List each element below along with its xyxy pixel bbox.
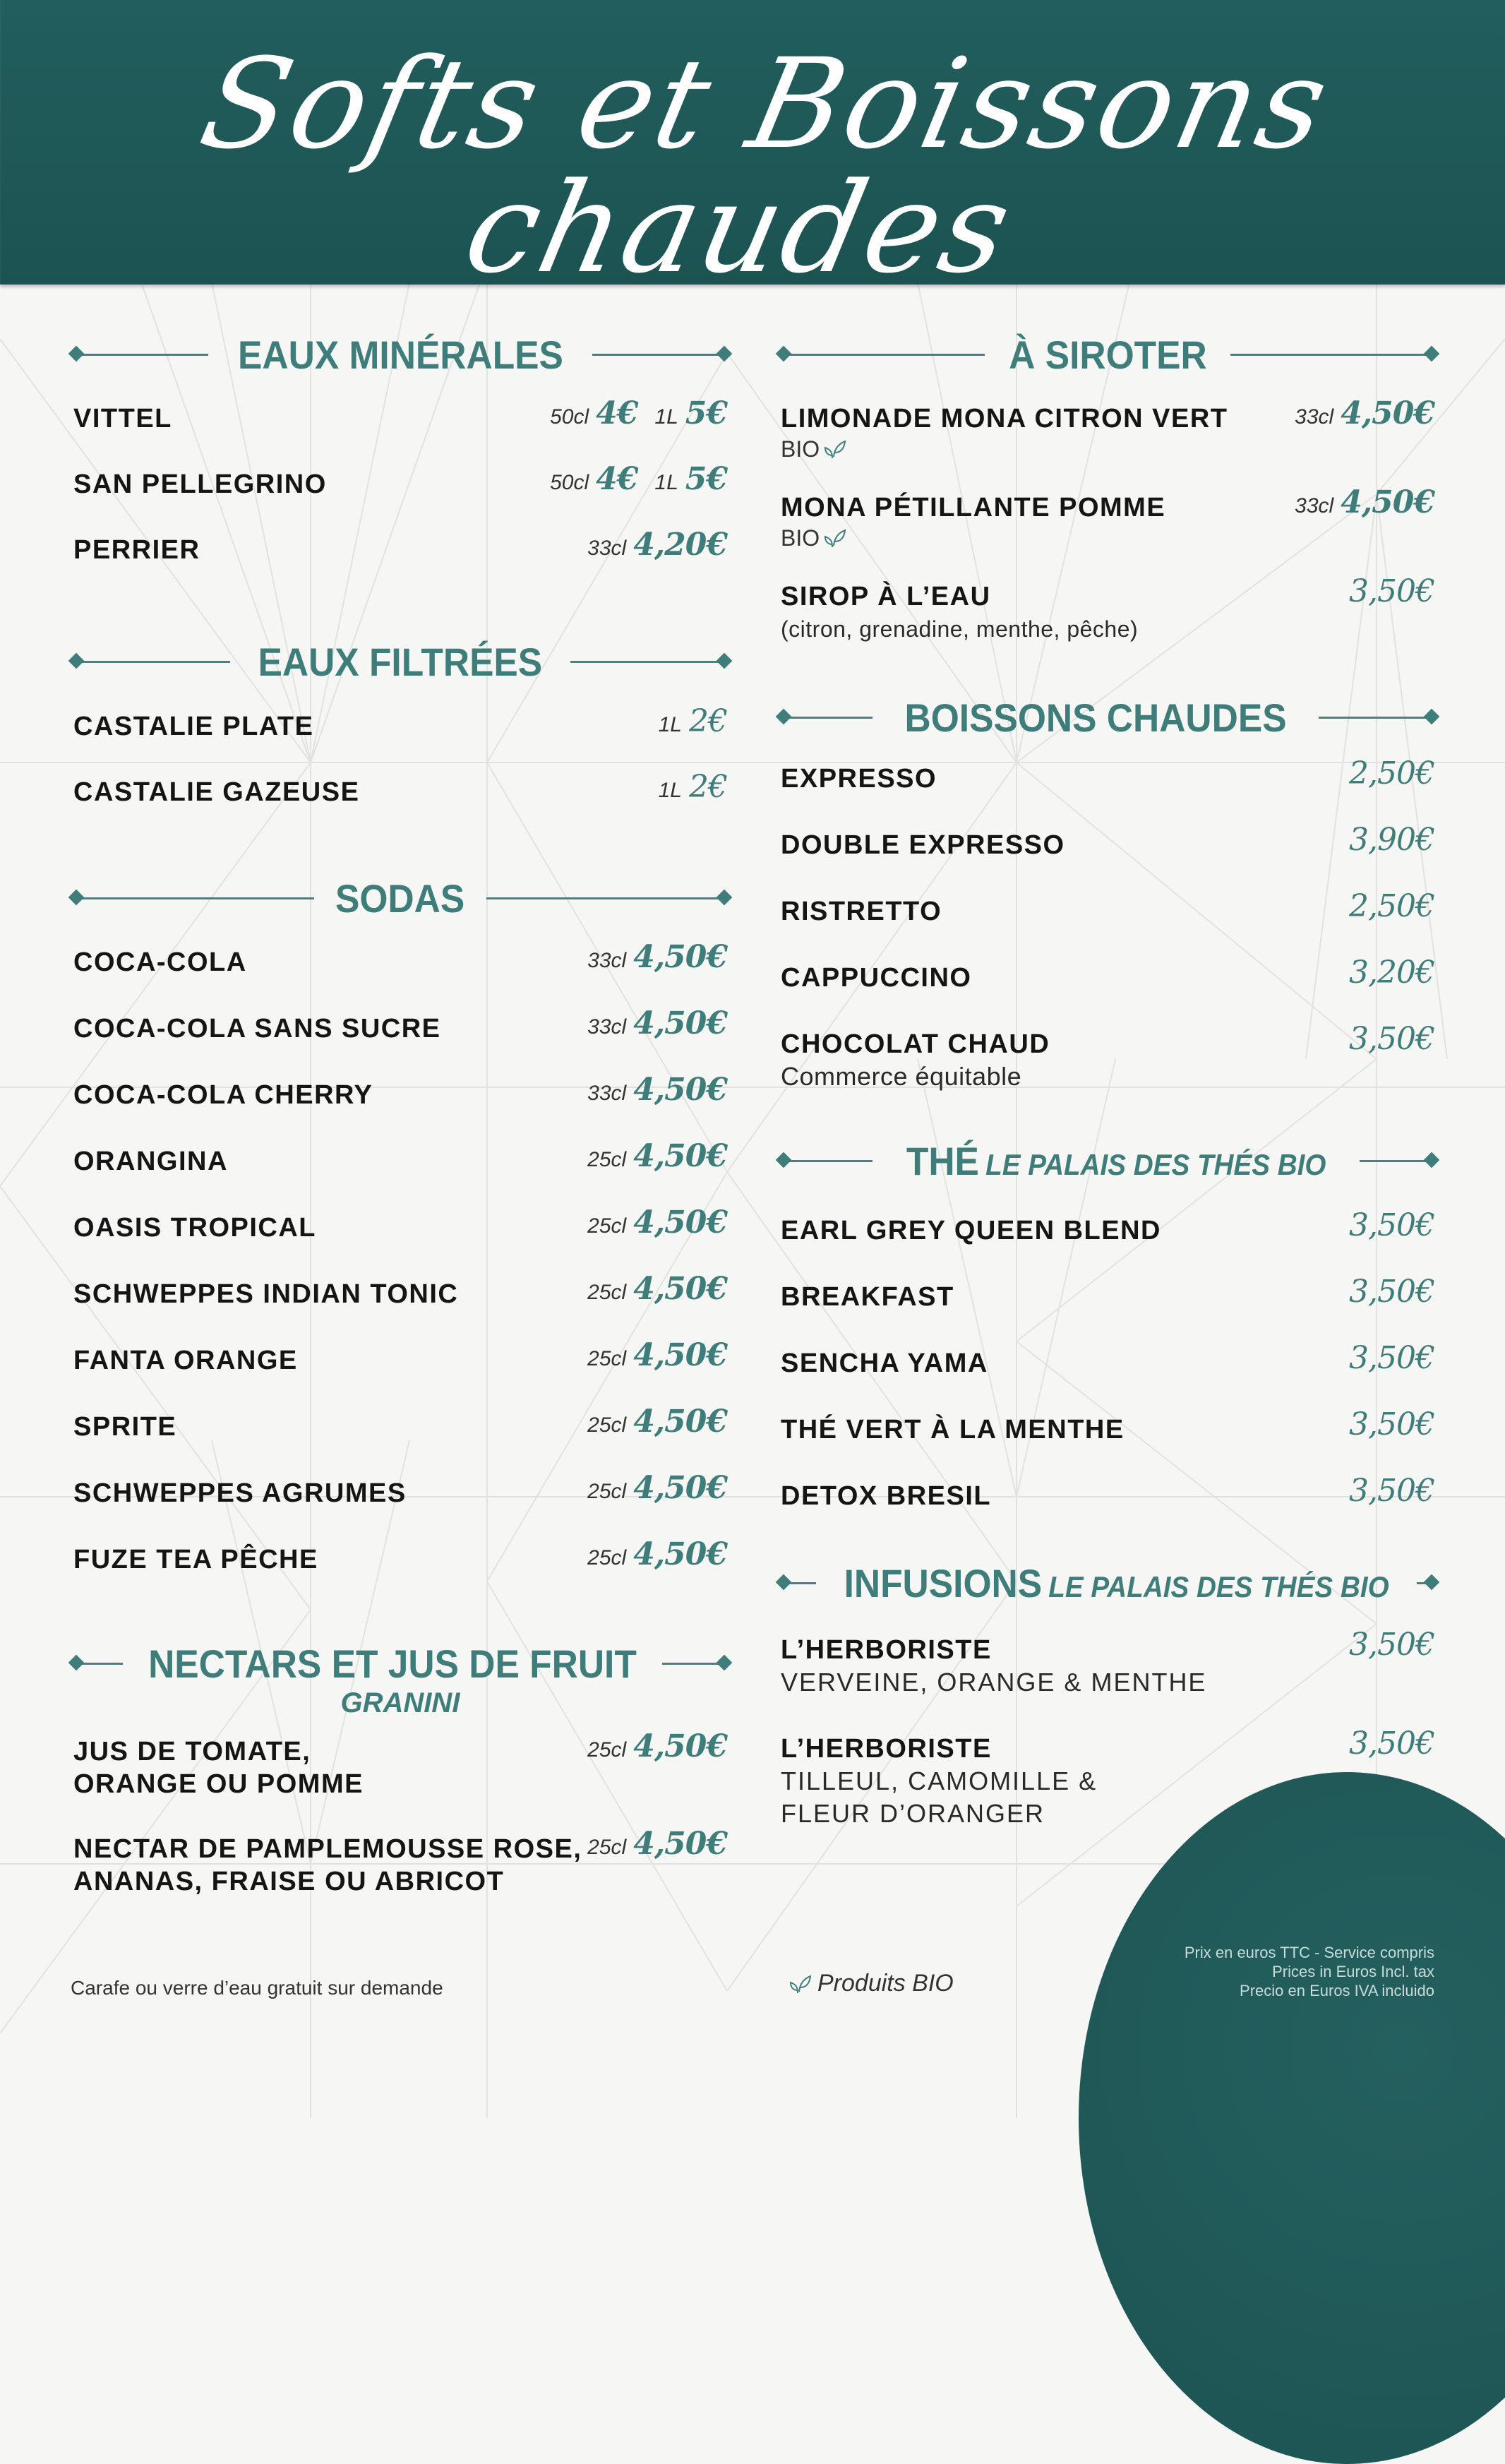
item-price	[587, 1337, 727, 1373]
menu-item-hot-drink	[781, 822, 1434, 861]
item-size: 25cl	[587, 1281, 627, 1304]
item-amount: 3,50€	[1349, 1406, 1434, 1442]
item-name: SAN PELLEGRINO	[73, 470, 327, 499]
divider-right	[1319, 717, 1434, 719]
item-price	[587, 1005, 727, 1041]
item-price	[659, 769, 727, 805]
menu-item-hot-drink	[781, 955, 1434, 994]
item-size: 25cl	[587, 1546, 627, 1569]
item-name: SCHWEPPES AGRUMES	[73, 1478, 407, 1508]
menu-item-soda	[73, 1072, 727, 1111]
item-size: 1L	[658, 779, 682, 802]
section-title-sub: LE PALAIS DES THÉS BIO	[985, 1148, 1326, 1181]
section-title	[892, 1138, 1341, 1184]
item-name: CASTALIE GAZEUSE	[73, 777, 360, 807]
item-name: FUZE TEA PÊCHE	[73, 1545, 318, 1574]
item-amount: 4,20€	[633, 527, 727, 563]
item-amount: 4,50€	[633, 1337, 727, 1373]
menu-item-soda	[73, 1271, 727, 1310]
menu-item-soda	[73, 1536, 727, 1576]
item-price	[1349, 1340, 1434, 1376]
menu-item-san-pellegrino	[73, 461, 727, 501]
item-price	[1349, 755, 1434, 791]
item-price	[1349, 1207, 1434, 1243]
menu-item-mona-pomme	[781, 484, 1434, 552]
menu-item-sirop	[781, 573, 1434, 645]
header-banner	[0, 0, 1505, 301]
item-name: FANTA ORANGE	[73, 1346, 298, 1375]
item-name: THÉ VERT À LA MENTHE	[781, 1415, 1125, 1445]
menu-item-tea	[781, 1473, 1434, 1512]
item-size: 1L	[654, 405, 678, 429]
item-size: 25cl	[587, 1836, 627, 1859]
item-price	[587, 939, 727, 975]
item-price	[587, 1404, 727, 1440]
menu-item-tea	[781, 1340, 1434, 1380]
item-amount: 5€	[685, 395, 727, 431]
item-amount: 2€	[689, 703, 727, 739]
divider-right	[1230, 354, 1434, 356]
item-price	[1349, 888, 1434, 924]
item-amount: 4,50€	[1341, 484, 1434, 520]
item-price	[587, 1536, 727, 1572]
divider-left	[781, 354, 985, 356]
section-title: EAUX MINÉRALES	[237, 333, 563, 377]
divider-right	[570, 661, 727, 663]
item-price	[1349, 822, 1434, 858]
item-amount: 4,50€	[633, 1826, 727, 1862]
menu-item-tea	[781, 1274, 1434, 1313]
item-name: VITTEL	[73, 404, 172, 433]
item-name: DOUBLE EXPRESSO	[781, 830, 1065, 860]
menu-item-tea	[781, 1207, 1434, 1247]
item-amount: 4€	[596, 461, 638, 497]
item-name: ORANGINA	[73, 1147, 228, 1176]
item-amount: 3,50€	[1349, 1473, 1434, 1509]
divider-left	[73, 1663, 123, 1665]
item-name: MONA PÉTILLANTE POMME	[781, 493, 1166, 522]
section-header-boissons-chaudes	[781, 695, 1434, 741]
item-amount: 5€	[685, 461, 727, 497]
menu-item-soda	[73, 1337, 727, 1377]
menu-item-perrier	[73, 527, 727, 566]
menu-item-infusion	[781, 1726, 1434, 1830]
divider-left	[73, 661, 230, 663]
bio-label: BIO	[781, 525, 820, 551]
bio-tag	[781, 435, 846, 463]
item-price	[1295, 484, 1434, 520]
menu-item-vittel	[73, 395, 727, 435]
item-amount: 3,50€	[1349, 1274, 1434, 1310]
item-name: NECTAR DE PAMPLEMOUSSE ROSE,	[73, 1834, 582, 1864]
price-legal-notice	[1185, 1943, 1434, 2000]
item-amount: 2€	[689, 769, 727, 805]
item-amount: 3,50€	[1349, 1627, 1434, 1663]
item-name: L’HERBORISTE	[781, 1734, 992, 1764]
item-amount: 2,50€	[1349, 755, 1434, 791]
item-description: VERVEINE, ORANGE & MENTHE	[781, 1668, 1207, 1697]
item-size: 25cl	[587, 1148, 627, 1171]
menu-item-hot-drink	[781, 755, 1434, 795]
item-name: COCA-COLA	[73, 947, 247, 977]
leaf-icon	[788, 1973, 812, 1994]
item-description: Commerce équitable	[781, 1062, 1022, 1091]
menu-item-castalie-plate	[73, 703, 727, 743]
item-name: CAPPUCCINO	[781, 963, 972, 993]
menu-item-soda	[73, 939, 727, 979]
item-description: (citron, grenadine, menthe, pêche)	[781, 616, 1139, 642]
item-size: 25cl	[587, 1347, 627, 1370]
item-amount: 4,50€	[633, 1728, 727, 1764]
item-price	[550, 461, 727, 497]
section-subtitle: GRANINI	[340, 1687, 460, 1718]
divider-left	[781, 717, 873, 719]
section-header-nectars	[73, 1641, 727, 1687]
item-amount: 4,50€	[633, 1204, 727, 1240]
divider-left	[781, 1160, 873, 1162]
menu-item-hot-drink	[781, 1021, 1434, 1093]
leaf-icon	[822, 527, 846, 549]
section-header-a-siroter	[781, 332, 1434, 378]
divider-left	[781, 1582, 816, 1584]
legal-line-es: Precio en Euros IVA incluido	[1240, 1982, 1434, 1999]
item-price	[587, 527, 727, 563]
item-size: 33cl	[587, 1015, 627, 1039]
item-size: 50cl	[550, 405, 589, 429]
bio-label: BIO	[781, 436, 820, 462]
item-amount: 4€	[596, 395, 638, 431]
bio-legend	[788, 1970, 954, 1997]
section-title: À SIROTER	[1008, 333, 1207, 377]
item-amount: 4,50€	[1341, 395, 1434, 431]
item-size: 25cl	[587, 1413, 627, 1437]
menu-item-jus	[73, 1728, 727, 1800]
item-price	[1349, 573, 1434, 609]
item-amount: 4,50€	[633, 1072, 727, 1108]
item-amount: 4,50€	[633, 1536, 727, 1572]
item-amount: 3,50€	[1349, 1726, 1434, 1762]
divider-left	[73, 897, 314, 899]
item-price	[1349, 1021, 1434, 1057]
item-size: 25cl	[587, 1480, 627, 1503]
section-header-infusions	[781, 1560, 1434, 1606]
item-name: OASIS TROPICAL	[73, 1213, 317, 1243]
section-header-sodas	[73, 875, 727, 921]
item-amount: 4,50€	[633, 939, 727, 975]
item-name: JUS DE TOMATE,	[73, 1737, 311, 1766]
divider-right	[1360, 1160, 1434, 1162]
divider-left	[73, 354, 208, 356]
divider-right	[662, 1663, 727, 1665]
item-name: EARL GREY QUEEN BLEND	[781, 1216, 1161, 1245]
item-price	[1349, 1406, 1434, 1442]
item-name: SPRITE	[73, 1412, 177, 1442]
menu-item-soda	[73, 1470, 727, 1509]
item-name: COCA-COLA SANS SUCRE	[73, 1014, 441, 1043]
item-amount: 4,50€	[633, 1138, 727, 1174]
section-title-main: THÉ	[906, 1139, 979, 1183]
section-title: EAUX FILTRÉES	[258, 640, 543, 684]
item-name-line2: ANANAS, FRAISE OU ABRICOT	[73, 1867, 505, 1896]
divider-right	[486, 897, 727, 899]
item-name: EXPRESSO	[781, 764, 937, 794]
item-name: DETOX BRESIL	[781, 1481, 992, 1511]
bio-legend-label: Produits BIO	[817, 1970, 954, 1997]
section-title: NECTARS ET JUS DE FRUIT	[148, 1641, 637, 1686]
section-title-sub: LE PALAIS DES THÉS BIO	[1048, 1570, 1389, 1603]
item-amount: 3,50€	[1349, 573, 1434, 609]
item-size: 25cl	[587, 1214, 627, 1238]
item-price	[1349, 1726, 1434, 1762]
item-price	[587, 1072, 727, 1108]
item-price	[1349, 955, 1434, 991]
item-size: 33cl	[587, 537, 627, 560]
item-amount: 3,50€	[1349, 1021, 1434, 1057]
item-price	[1295, 395, 1434, 431]
menu-item-soda	[73, 1204, 727, 1244]
leaf-icon	[822, 438, 846, 460]
item-price	[1349, 1627, 1434, 1663]
item-name: CASTALIE PLATE	[73, 712, 314, 741]
item-name: RISTRETTO	[781, 897, 942, 926]
menu-item-tea	[781, 1406, 1434, 1446]
bio-tag	[781, 524, 846, 552]
item-amount: 3,90€	[1349, 822, 1434, 858]
item-price	[587, 1728, 727, 1764]
item-description: TILLEUL, CAMOMILLE &	[781, 1766, 1098, 1795]
item-price	[550, 395, 727, 431]
item-price	[1349, 1473, 1434, 1509]
menu-item-limonade	[781, 395, 1434, 463]
item-size: 33cl	[587, 1082, 627, 1105]
item-size: 50cl	[550, 471, 589, 494]
item-name: SENCHA YAMA	[781, 1348, 988, 1378]
item-name: COCA-COLA CHERRY	[73, 1080, 373, 1110]
item-amount: 3,50€	[1349, 1340, 1434, 1376]
item-name: SCHWEPPES INDIAN TONIC	[73, 1279, 459, 1309]
free-water-note: Carafe ou verre d’eau gratuit sur demande	[71, 1977, 443, 1999]
menu-item-soda	[73, 1404, 727, 1443]
section-header-eaux-minerales	[73, 332, 727, 378]
item-size: 25cl	[587, 1738, 627, 1762]
item-size: 33cl	[1295, 405, 1334, 429]
legal-line-en: Prices in Euros Incl. tax	[1272, 1963, 1434, 1980]
divider-right	[592, 354, 727, 356]
section-header-eaux-filtrees	[73, 639, 727, 685]
section-title: SODAS	[335, 876, 465, 921]
legal-line-fr: Prix en euros TTC - Service compris	[1184, 1944, 1434, 1961]
item-name: BREAKFAST	[781, 1282, 954, 1312]
section-header-the	[781, 1138, 1434, 1184]
divider-right	[1417, 1582, 1434, 1584]
menu-item-hot-drink	[781, 888, 1434, 928]
item-amount: 3,20€	[1349, 955, 1434, 991]
item-size: 1L	[654, 471, 678, 494]
item-price	[1349, 1274, 1434, 1310]
item-price	[587, 1826, 727, 1862]
item-description-line2: FLEUR D’ORANGER	[781, 1799, 1045, 1828]
section-title: BOISSONS CHAUDES	[904, 695, 1287, 740]
menu-item-soda	[73, 1138, 727, 1178]
item-price	[587, 1470, 727, 1506]
menu-item-castalie-gazeuse	[73, 769, 727, 808]
item-name: PERRIER	[73, 535, 200, 565]
page-title: Softs et Boissons chaudes	[189, 32, 1343, 301]
menu-item-soda	[73, 1005, 727, 1045]
item-amount: 4,50€	[633, 1470, 727, 1506]
item-size: 33cl	[1295, 494, 1334, 518]
item-name: L’HERBORISTE	[781, 1635, 992, 1665]
item-size: 33cl	[587, 949, 627, 972]
item-name: LIMONADE MONA CITRON VERT	[781, 404, 1228, 433]
section-title-main: INFUSIONS	[844, 1561, 1043, 1605]
menu-item-nectar	[73, 1826, 727, 1898]
item-amount: 4,50€	[633, 1005, 727, 1041]
item-price	[659, 703, 727, 739]
item-price	[587, 1204, 727, 1240]
item-amount: 4,50€	[633, 1271, 727, 1307]
item-name-line2: ORANGE OU POMME	[73, 1769, 364, 1799]
item-amount: 3,50€	[1349, 1207, 1434, 1243]
item-price	[587, 1271, 727, 1307]
item-name: CHOCOLAT CHAUD	[781, 1029, 1050, 1059]
item-amount: 2,50€	[1349, 888, 1434, 924]
item-price	[587, 1138, 727, 1174]
item-amount: 4,50€	[633, 1404, 727, 1440]
item-name: SIROP À L’EAU	[781, 582, 991, 611]
section-title	[840, 1560, 1393, 1606]
menu-item-infusion	[781, 1627, 1434, 1699]
item-size: 1L	[658, 713, 682, 736]
